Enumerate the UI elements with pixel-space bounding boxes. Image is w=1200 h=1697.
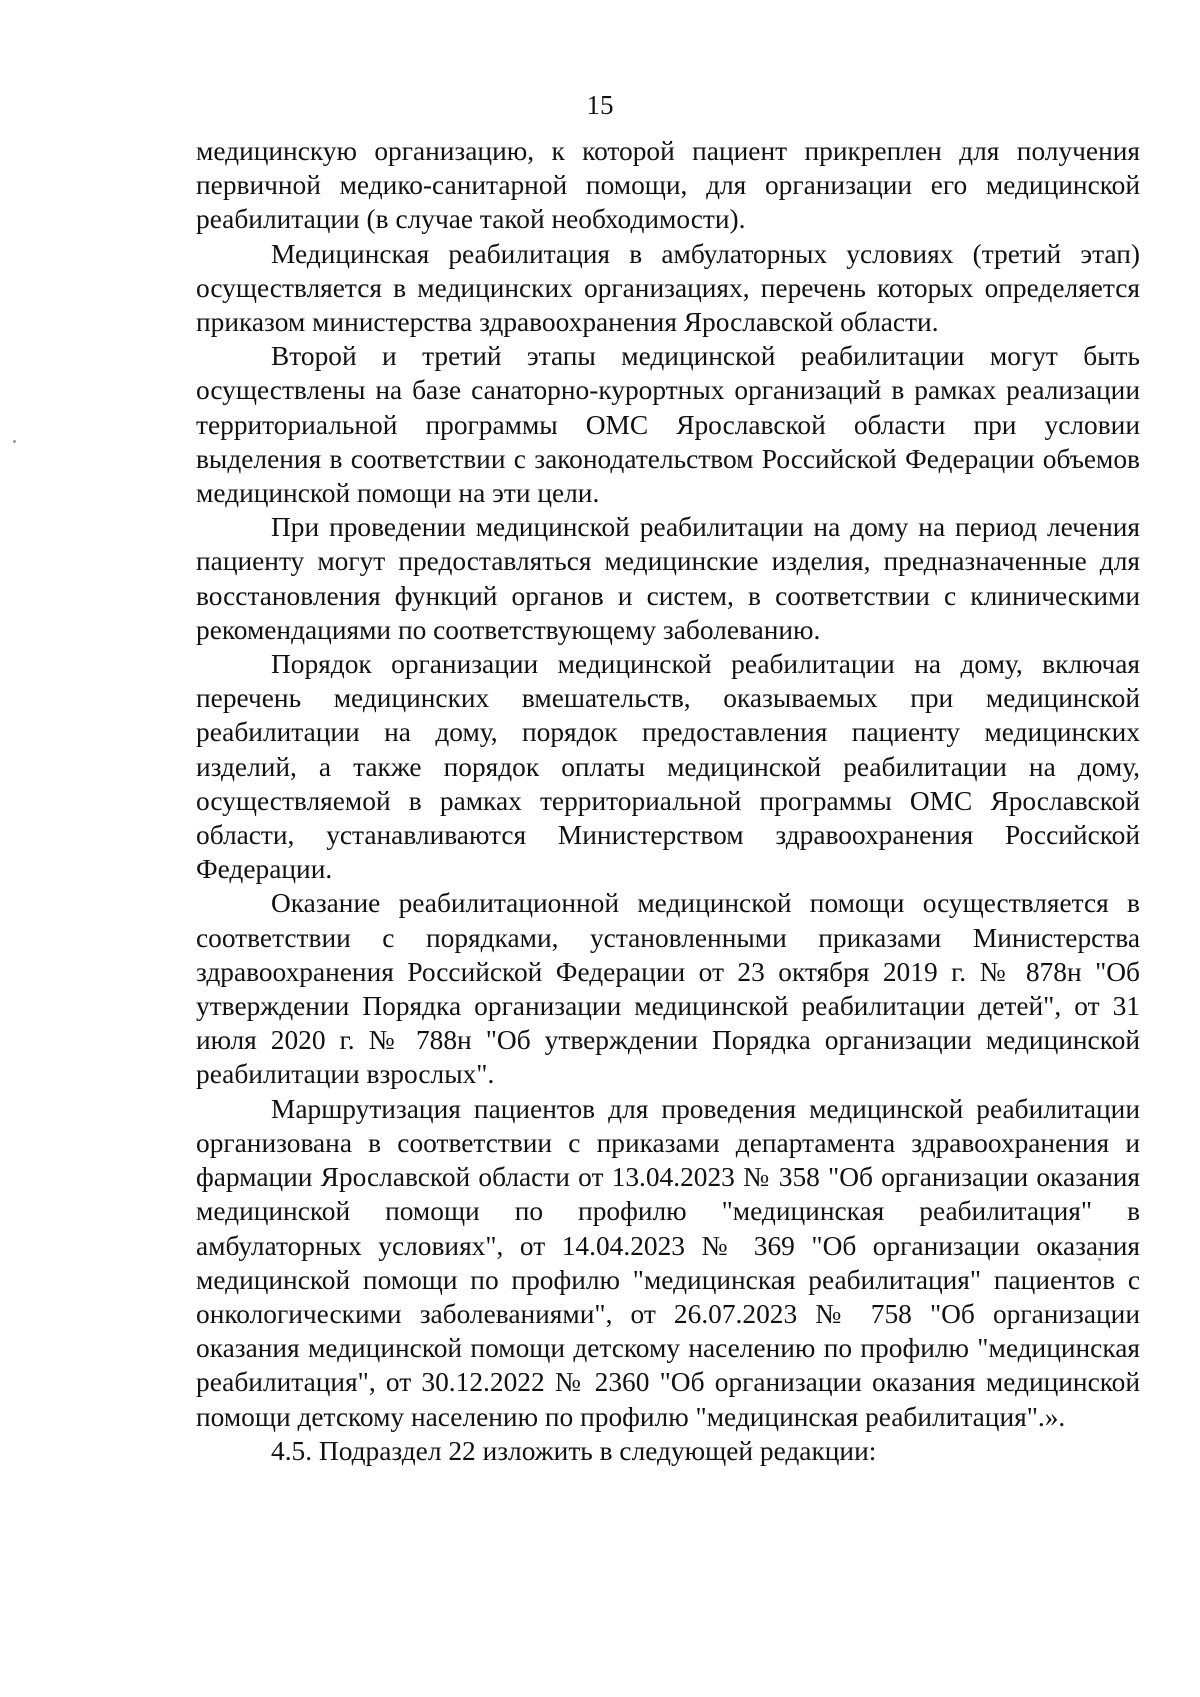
paragraph-ambulatory-rehabilitation: Медицинская реабилитация в амбулаторных условиях (третий этап) осуществляется в медицинских организациях, перечень которых определяется приказом министерства здравоохранения Ярославской области. (196, 238, 1140, 338)
paragraph-subsection-amendment: 4.5. Подраздел 22 изложить в следующей редакции: (271, 1435, 877, 1466)
paragraph-sanatorium-stages: Второй и третий этапы медицинской реабилитации могут быть осуществлены на базе санаторно-курортных организаций в рамках реализации территориальной программы ОМС Ярославской области при условии выделения в соответствии с законодательством Российской Федерации объемов медицинской помощи на эти цели. (196, 341, 1140, 509)
page-number: 15 (586, 90, 614, 120)
scan-artifact-dot (13, 440, 16, 443)
paragraph-home-medical-devices: При проведении медицинской реабилитации на дому на период лечения пациенту могут предоставляться медицинские изделия, предназначенные для восстановления функций органов и систем, в соответствии с клиническими рекомендациями по соответствующему заболеванию. (196, 512, 1140, 645)
paragraph-rehabilitation-orders: Оказание реабилитационной медицинской помощи осуществляется в соответствии с порядками, установленными приказами Министерства здравоохранения Российской Федерации от 23 октября 2019 г. № 878н "Об утверждении Порядка организации медицинской реабилитации детей", от 31 июля 2020 г. № 788н "Об утверждении Порядка организации медицинской реабилитации взрослых". (196, 888, 1140, 1090)
document-body (196, 134, 1140, 1468)
paragraph-patient-routing: Маршрутизация пациентов для проведения медицинской реабилитации организована в соответствии с приказами департамента здравоохранения и фармации Ярославской области от 13.04.2023 № 358 "Об организации оказания медицинской помощи по профилю "медицинская реабилитация" в амбулаторных условиях", от 14.04.2023 № 369 "Об организации оказания медицинской помощи по профилю "медицинская реабилитация" пациентов с онкологическими заболеваниями", от 26.07.2023 № 758 "Об организации оказания медицинской помощи детскому населению по профилю "медицинская реабилитация", от 30.12.2022 № 2360 "Об организации оказания медицинской помощи детскому населению по профилю "медицинская реабилитация".». (196, 1093, 1140, 1432)
paragraph-home-rehabilitation-procedure: Порядок организации медицинской реабилитации на дому, включая перечень медицинских вмешательств, оказываемых при медицинской реабилитации на дому, порядок предоставления пациенту медицинских изделий, а также порядок оплаты медицинской реабилитации на дому, осуществляемой в рамках территориальной программы ОМС Ярославской области, устанавливаются Министерством здравоохранения Российской Федерации. (196, 649, 1140, 885)
paragraph-continuation: медицинскую организацию, к которой пациент прикреплен для получения первичной медико-санитарной помощи, для организации его медицинской реабилитации (в случае такой необходимости). (196, 136, 1140, 235)
